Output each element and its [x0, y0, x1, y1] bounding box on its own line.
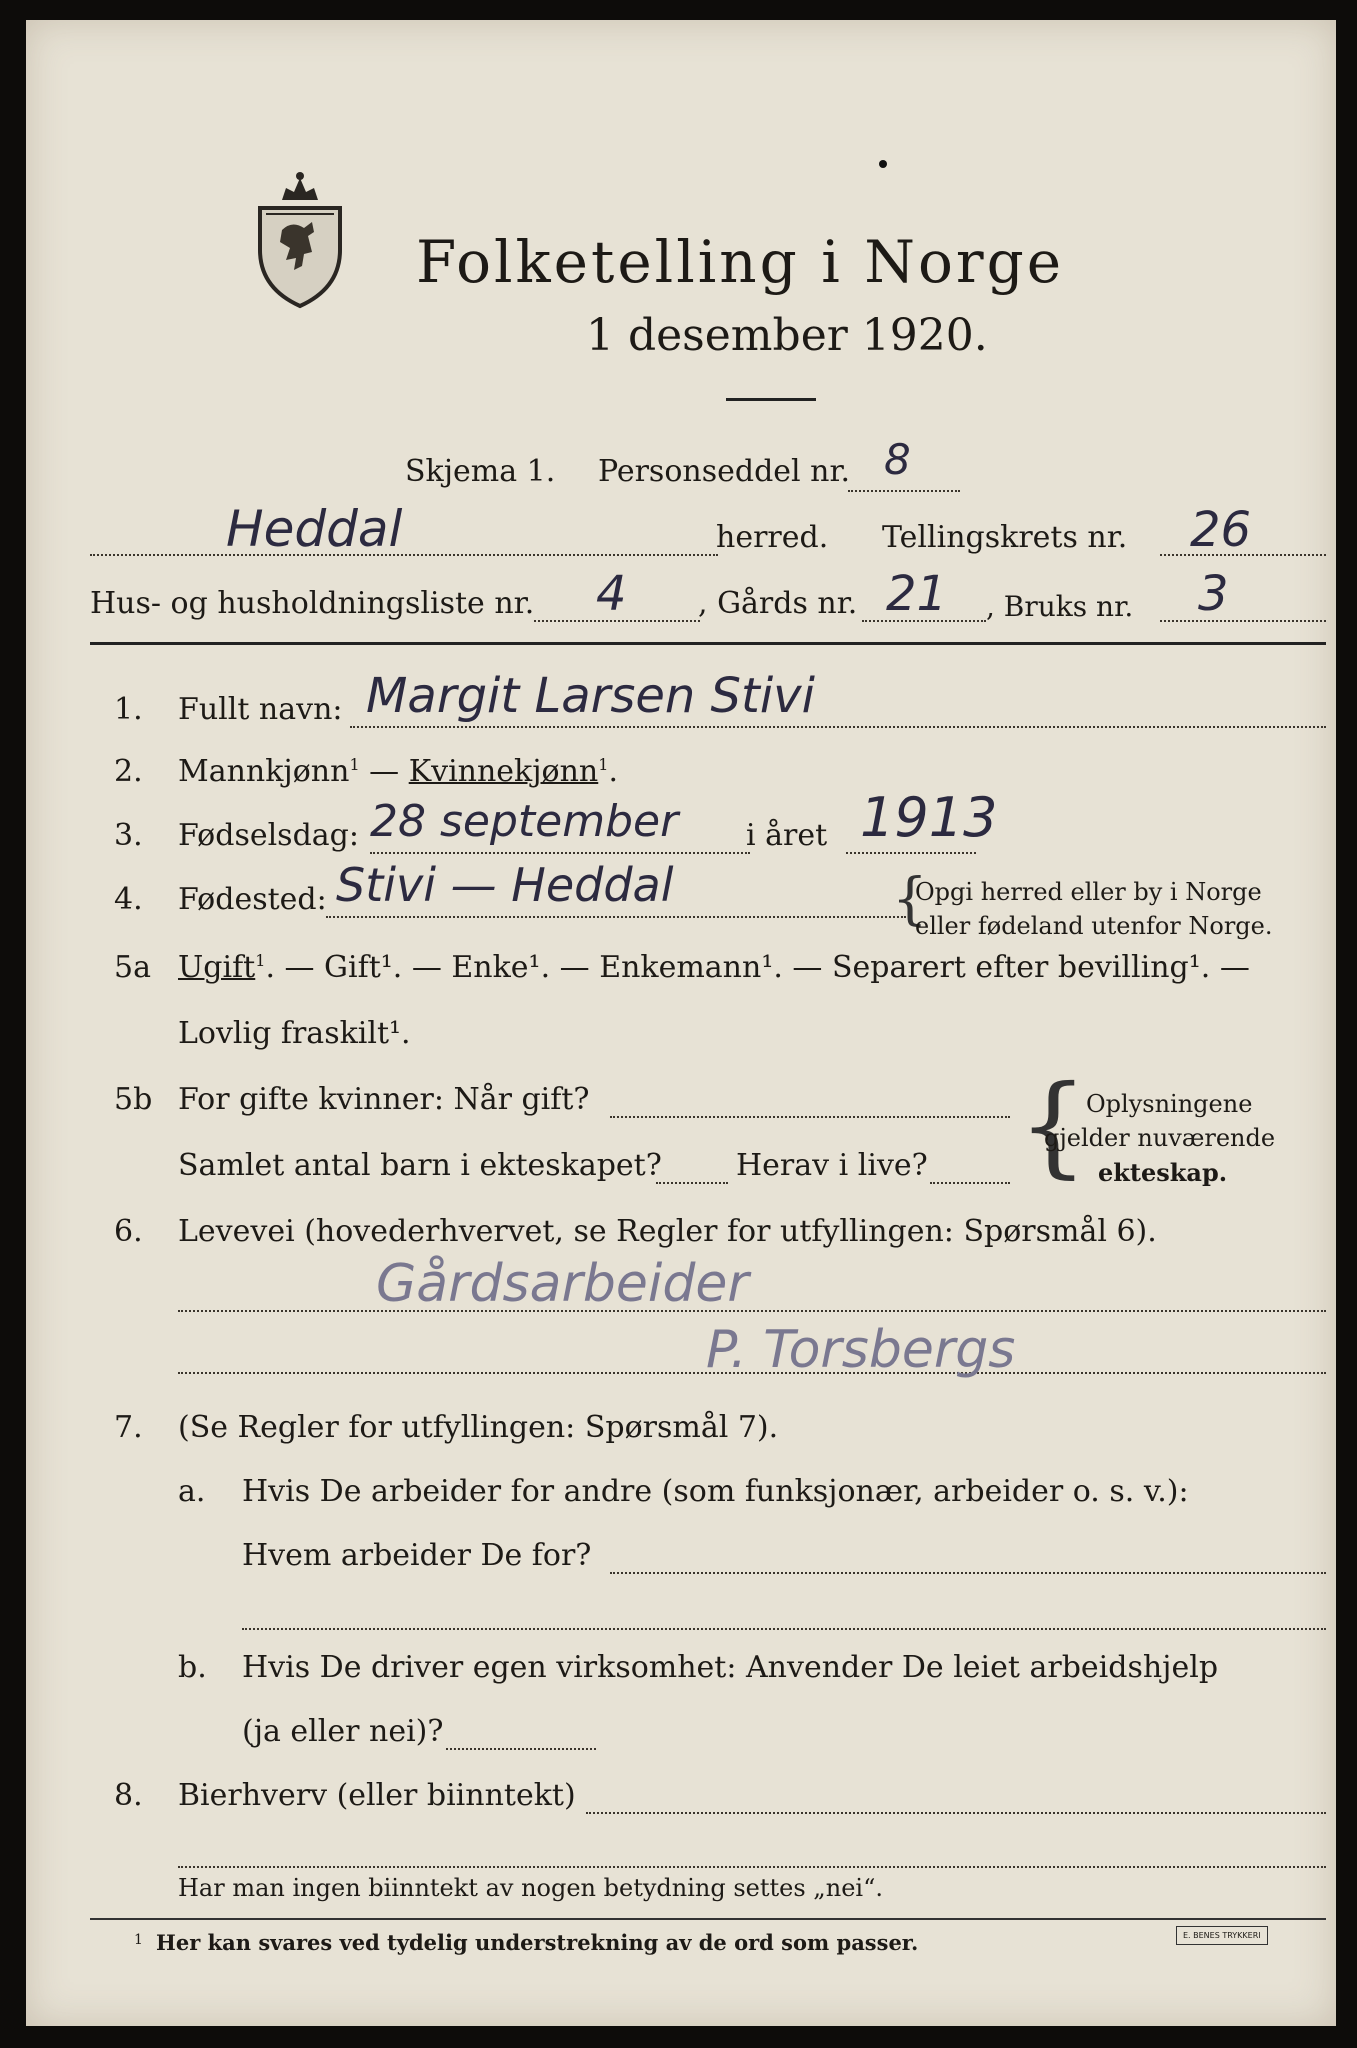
- personseddel-value[interactable]: 8: [884, 435, 911, 484]
- q7b-label: Hvis De driver egen virksomhet: Anvender De leiet arbeidshjelp: [242, 1650, 1219, 1685]
- q5b-note-3: ekteskap.: [1098, 1158, 1228, 1187]
- q7-label: (Se Regler for utfyllingen: Spørsmål 7).: [178, 1410, 779, 1445]
- q2-number: 2.: [114, 754, 143, 789]
- q5b-number: 5b: [114, 1082, 153, 1117]
- q5b-label-2: Samlet antal barn i ekteskapet?: [178, 1148, 662, 1183]
- census-date: 1 desember 1920.: [586, 310, 988, 361]
- personseddel-line: [848, 490, 960, 492]
- coat-of-arms-icon: [252, 170, 348, 310]
- q4-brace: {: [892, 867, 928, 932]
- q5b-line-3: [930, 1182, 1010, 1184]
- q5b-note-2: gjelder nuværende: [1044, 1124, 1276, 1152]
- bruks-value[interactable]: 3: [1198, 566, 1229, 622]
- q1-label: Fullt navn:: [178, 692, 343, 727]
- q8-line-1: [586, 1812, 1326, 1814]
- q5b-label-3: Herav i live?: [736, 1148, 928, 1183]
- q5a-number: 5a: [114, 950, 151, 985]
- footer-note: Har man ingen biinntekt av nogen betydning settes „nei“.: [178, 1874, 883, 1902]
- q3-label: Fødselsdag:: [178, 818, 359, 853]
- q6-value-2[interactable]: P. Torsbergs: [706, 1320, 1016, 1380]
- q5a-other-options[interactable]: . — Gift¹. — Enke¹. — Enkemann¹. — Separert efter bevilling¹. —: [265, 950, 1250, 985]
- q6-label: Levevei (hovederhvervet, se Regler for utfyllingen: Spørsmål 6).: [178, 1214, 1157, 1249]
- q6-value-1[interactable]: Gårdsarbeider: [376, 1254, 749, 1314]
- q1-line: [350, 726, 1326, 728]
- q7b-line: [446, 1748, 596, 1750]
- footnote-mark: 1: [134, 1932, 143, 1948]
- hus-value[interactable]: 4: [596, 566, 627, 622]
- q2-footnote-mark-2: 1: [598, 755, 609, 774]
- q5b-label-1: For gifte kvinner: Når gift?: [178, 1082, 590, 1117]
- herred-line: [90, 554, 718, 556]
- q3-year-value[interactable]: 1913: [860, 786, 998, 849]
- printer-stamp: E. BENES TRYKKERI: [1176, 1926, 1268, 1945]
- q7a-line-1: [610, 1572, 1326, 1574]
- q7b-number: b.: [178, 1650, 207, 1685]
- q6-number: 6.: [114, 1214, 143, 1249]
- q4-number: 4.: [114, 882, 143, 917]
- q2-kvinne-option[interactable]: Kvinnekjønn: [408, 754, 599, 789]
- q5b-brace: {: [1018, 1061, 1088, 1189]
- herred-label: herred.: [716, 520, 829, 555]
- q7a-label: Hvis De arbeider for andre (som funksjonær, arbeider o. s. v.):: [242, 1474, 1189, 1509]
- q8-line-2: [178, 1866, 1326, 1868]
- q6-line-1: [178, 1310, 1326, 1312]
- q5a-line-2[interactable]: Lovlig fraskilt¹.: [178, 1016, 411, 1051]
- personseddel-label: Personseddel nr.: [598, 454, 851, 489]
- hus-label: Hus- og husholdningsliste nr.: [90, 586, 535, 621]
- q7-number: 7.: [114, 1410, 143, 1445]
- q1-value[interactable]: Margit Larsen Stivi: [366, 668, 815, 724]
- gards-value[interactable]: 21: [886, 566, 948, 622]
- q4-line: [326, 916, 906, 918]
- q3-year-line: [846, 852, 976, 854]
- census-form-page: [26, 20, 1336, 2026]
- q7b-question: (ja eller nei)?: [242, 1714, 444, 1749]
- herred-value[interactable]: Heddal: [226, 500, 403, 558]
- q5b-note-1: Oplysningene: [1086, 1090, 1253, 1118]
- footnote-text: Her kan svares ved tydelig understrekning av de ord som passer.: [156, 1930, 919, 1955]
- ink-dot: [879, 160, 887, 168]
- q5b-line-1: [610, 1116, 1010, 1118]
- title-divider: [726, 398, 816, 401]
- page-title: Folketelling i Norge: [416, 228, 1065, 296]
- schema-label: Skjema 1.: [405, 454, 556, 489]
- q2-mann-option[interactable]: Mannkjønn: [178, 754, 350, 789]
- q3-year-label: i året: [746, 818, 828, 853]
- header-rule: [90, 642, 1326, 645]
- q2-options: [178, 754, 618, 789]
- q4-value[interactable]: Stivi — Heddal: [336, 858, 674, 912]
- q3-number: 3.: [114, 818, 143, 853]
- q8-number: 8.: [114, 1778, 143, 1813]
- bruks-label: , Bruks nr.: [986, 590, 1134, 623]
- q8-label: Bierhverv (eller biinntekt): [178, 1778, 576, 1813]
- footer-rule: [90, 1918, 1326, 1920]
- q3-line: [370, 852, 750, 854]
- q5a-ugift-option[interactable]: Ugift: [178, 950, 256, 985]
- bruks-line: [1160, 620, 1326, 622]
- q5a-footnote-mark: 1: [255, 951, 266, 970]
- q4-label: Fødested:: [178, 882, 327, 917]
- q3-value[interactable]: 28 september: [370, 796, 679, 847]
- q7a-number: a.: [178, 1474, 206, 1509]
- q4-note-2: eller fødeland utenfor Norge.: [915, 912, 1273, 940]
- q7a-line-2: [242, 1628, 1326, 1630]
- q7a-question: Hvem arbeider De for?: [242, 1538, 592, 1573]
- q5b-line-2: [656, 1182, 728, 1184]
- q2-end: .: [608, 754, 618, 789]
- tellingskrets-label: Tellingskrets nr.: [882, 520, 1128, 555]
- gards-label: , Gårds nr.: [698, 586, 858, 621]
- q4-note-1: Opgi herred eller by i Norge: [915, 878, 1262, 906]
- q2-footnote-mark: 1: [349, 755, 360, 774]
- tellingskrets-value[interactable]: 26: [1190, 502, 1252, 558]
- q5a-options: [178, 950, 1250, 985]
- q2-separator: —: [359, 754, 409, 789]
- q1-number: 1.: [114, 692, 143, 727]
